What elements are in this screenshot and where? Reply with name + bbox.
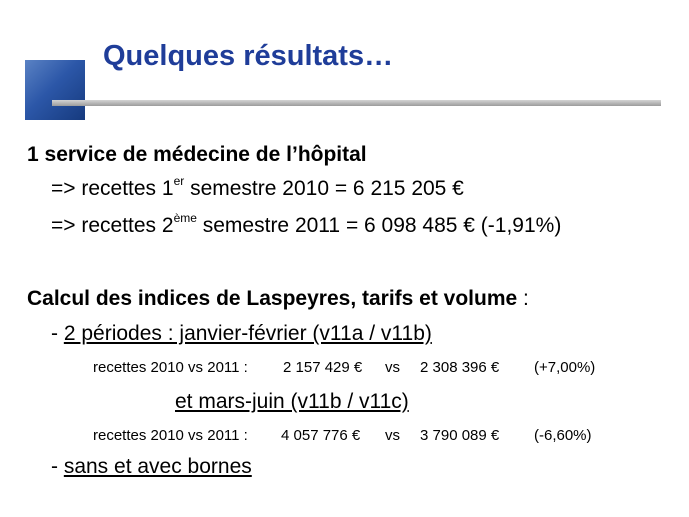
revenue-line-2011 [51, 211, 562, 238]
slide-title: Quelques résultats… [103, 40, 394, 72]
revenue-line-2011-suffix: semestre 2011 = 6 098 485 € (-1,91%) [196, 214, 562, 237]
result-2-2011: 3 790 089 € [420, 427, 500, 444]
bullet-bornes-text: sans et avec bornes [63, 455, 252, 478]
revenue-line-2010 [51, 174, 464, 201]
title-underline-bar [52, 100, 661, 106]
decorative-square [25, 60, 85, 120]
revenue-line-2011-prefix: => recettes 2 [51, 214, 174, 237]
result-row-2 [93, 427, 592, 444]
result-1-vs: vs [385, 359, 400, 376]
result-2-vs: vs [385, 427, 400, 444]
result-1-pct: (+7,00%) [534, 359, 596, 376]
result-1-label: recettes 2010 vs 2011 : [93, 359, 248, 376]
revenue-line-2011-sup: ème [173, 211, 197, 225]
revenue-line-2010-sup: er [173, 174, 185, 188]
result-row-1 [93, 359, 596, 376]
result-1-2010: 2 157 429 € [283, 359, 363, 376]
heading-service: 1 service de médecine de l’hôpital [27, 143, 367, 166]
bullet-bornes [51, 455, 252, 479]
result-2-pct: (-6,60%) [534, 427, 592, 444]
revenue-line-2010-suffix: semestre 2010 = 6 215 205 € [184, 177, 464, 200]
result-1-2011: 2 308 396 € [420, 359, 500, 376]
heading-laspeyres [27, 287, 529, 311]
bullet-bornes-dash: - [51, 455, 64, 478]
bullet-periods [51, 322, 432, 346]
result-2-2010: 4 057 776 € [281, 427, 361, 444]
result-2-label: recettes 2010 vs 2011 : [93, 427, 248, 444]
heading-laspeyres-text: Calcul des indices de Laspeyres, tarifs et volume [27, 287, 518, 310]
revenue-line-2010-prefix: => recettes 1 [51, 177, 174, 200]
bullet-periods-text: 2 périodes : janvier-février (v11a / v11b) [63, 322, 432, 345]
period-march-june: et mars-juin (v11b / v11c) [175, 390, 409, 413]
bullet-periods-dash: - [51, 322, 64, 345]
heading-laspeyres-colon: : [517, 287, 529, 310]
